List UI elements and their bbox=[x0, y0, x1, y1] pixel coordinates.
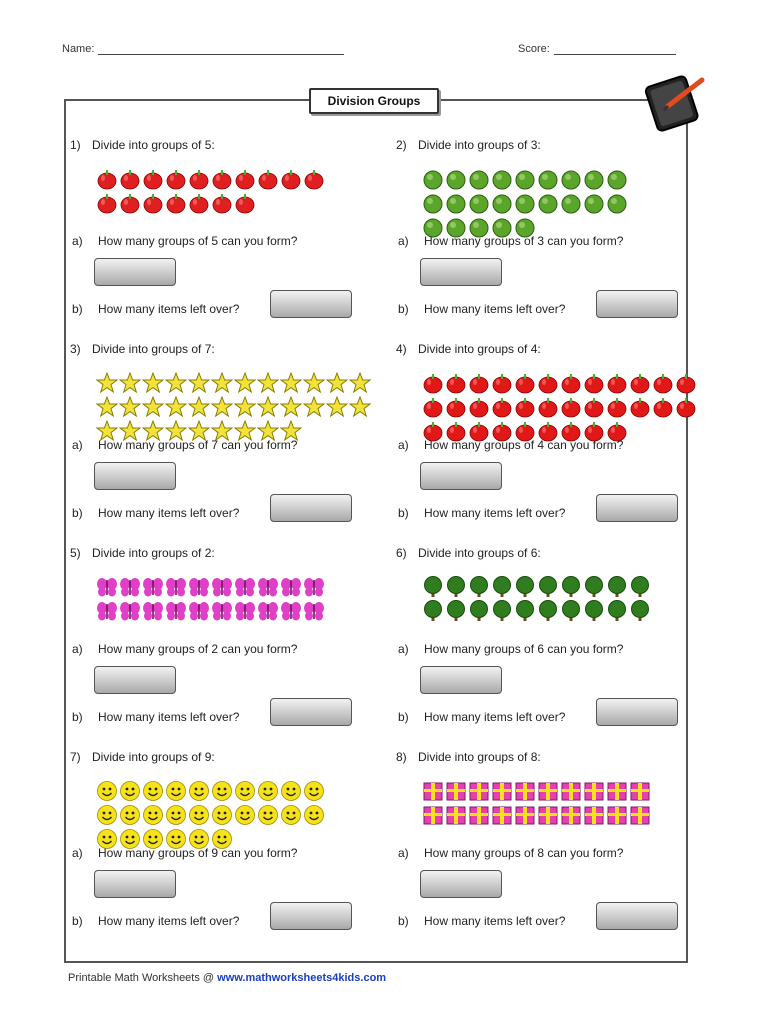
gift-icon bbox=[537, 780, 559, 802]
question-1 bbox=[70, 138, 370, 342]
gift-icon bbox=[606, 804, 628, 826]
green-apple-icon bbox=[560, 192, 582, 214]
tomato-icon bbox=[652, 396, 674, 418]
green-apple-icon bbox=[491, 192, 513, 214]
smiley-icon bbox=[280, 780, 302, 802]
part-b-label: b) bbox=[72, 914, 83, 928]
butterfly-icon bbox=[211, 576, 233, 598]
apple-icon bbox=[234, 192, 256, 214]
tomato-icon bbox=[629, 372, 651, 394]
question-number: 6) bbox=[396, 546, 407, 560]
star-icon bbox=[188, 372, 210, 394]
item-group bbox=[96, 576, 366, 624]
tomato-icon bbox=[537, 396, 559, 418]
green-apple-icon bbox=[445, 168, 467, 190]
question-4 bbox=[396, 342, 696, 546]
star-icon bbox=[96, 372, 118, 394]
question-6 bbox=[396, 546, 696, 750]
answer-box-groups[interactable] bbox=[420, 258, 502, 286]
item-group bbox=[422, 168, 692, 240]
part-b bbox=[72, 506, 239, 520]
star-icon bbox=[165, 396, 187, 418]
gift-icon bbox=[468, 804, 490, 826]
butterfly-icon bbox=[257, 576, 279, 598]
part-a bbox=[398, 438, 623, 452]
question-number: 2) bbox=[396, 138, 407, 152]
apple-icon bbox=[211, 192, 233, 214]
answer-box-leftover[interactable] bbox=[596, 902, 678, 930]
butterfly-icon bbox=[188, 600, 210, 622]
star-icon bbox=[257, 372, 279, 394]
item-row bbox=[422, 600, 692, 624]
part-a-label: a) bbox=[398, 234, 409, 248]
question-text: Divide into groups of 3: bbox=[418, 138, 541, 152]
footer-link[interactable]: www.mathworksheets4kids.com bbox=[217, 972, 387, 984]
smiley-icon bbox=[257, 804, 279, 826]
green-apple-icon bbox=[560, 168, 582, 190]
green-apple-icon bbox=[491, 168, 513, 190]
part-b bbox=[398, 710, 565, 724]
item-row bbox=[422, 804, 692, 828]
smiley-icon bbox=[96, 804, 118, 826]
green-apple-icon bbox=[606, 192, 628, 214]
green-apple-icon bbox=[583, 168, 605, 190]
part-a-label: a) bbox=[398, 438, 409, 452]
tree-icon bbox=[560, 576, 582, 598]
smiley-icon bbox=[96, 780, 118, 802]
apple-icon bbox=[280, 168, 302, 190]
star-icon bbox=[280, 396, 302, 418]
question-8 bbox=[396, 750, 696, 954]
gift-icon bbox=[560, 780, 582, 802]
tomato-icon bbox=[468, 372, 490, 394]
butterfly-icon bbox=[165, 600, 187, 622]
question-number: 5) bbox=[70, 546, 81, 560]
item-row bbox=[96, 576, 366, 600]
star-icon bbox=[303, 372, 325, 394]
part-b-label: b) bbox=[398, 710, 409, 724]
gift-icon bbox=[514, 780, 536, 802]
part-b-question: How many items left over? bbox=[98, 710, 240, 724]
item-row bbox=[96, 780, 366, 804]
question-prompt bbox=[70, 138, 215, 152]
part-b-question: How many items left over? bbox=[424, 914, 566, 928]
item-group bbox=[422, 780, 692, 828]
gift-icon bbox=[445, 780, 467, 802]
smiley-icon bbox=[165, 804, 187, 826]
tomato-icon bbox=[560, 372, 582, 394]
question-text: Divide into groups of 6: bbox=[418, 546, 541, 560]
gift-icon bbox=[583, 780, 605, 802]
smiley-icon bbox=[257, 780, 279, 802]
question-prompt bbox=[396, 342, 541, 356]
star-icon bbox=[142, 396, 164, 418]
tree-icon bbox=[514, 600, 536, 622]
apple-icon bbox=[165, 192, 187, 214]
tree-icon bbox=[491, 576, 513, 598]
green-apple-icon bbox=[514, 168, 536, 190]
item-row bbox=[422, 576, 692, 600]
smiley-icon bbox=[234, 780, 256, 802]
footer-text: Printable Math Worksheets @ bbox=[68, 972, 218, 984]
smiley-icon bbox=[211, 780, 233, 802]
butterfly-icon bbox=[303, 600, 325, 622]
item-group bbox=[422, 576, 692, 624]
star-icon bbox=[280, 372, 302, 394]
butterfly-icon bbox=[280, 576, 302, 598]
tomato-icon bbox=[491, 372, 513, 394]
question-text: Divide into groups of 8: bbox=[418, 750, 541, 764]
part-a bbox=[72, 642, 297, 656]
item-row bbox=[96, 804, 366, 828]
tree-icon bbox=[583, 576, 605, 598]
gift-icon bbox=[491, 804, 513, 826]
part-b bbox=[72, 302, 239, 316]
star-icon bbox=[326, 372, 348, 394]
part-a-label: a) bbox=[72, 846, 83, 860]
question-text: Divide into groups of 5: bbox=[92, 138, 215, 152]
answer-box-leftover[interactable] bbox=[596, 494, 678, 522]
name-line[interactable] bbox=[98, 42, 344, 55]
item-row bbox=[422, 780, 692, 804]
part-a-question: How many groups of 6 can you form? bbox=[424, 642, 624, 656]
star-icon bbox=[234, 372, 256, 394]
part-b-question: How many items left over? bbox=[424, 506, 566, 520]
part-b bbox=[398, 506, 565, 520]
question-text: Divide into groups of 9: bbox=[92, 750, 215, 764]
green-apple-icon bbox=[514, 192, 536, 214]
tree-icon bbox=[560, 600, 582, 622]
answer-box-leftover[interactable] bbox=[596, 290, 678, 318]
apple-icon bbox=[165, 168, 187, 190]
question-prompt bbox=[396, 750, 541, 764]
score-line[interactable] bbox=[554, 42, 676, 55]
gift-icon bbox=[468, 780, 490, 802]
part-b bbox=[72, 914, 239, 928]
apple-icon bbox=[188, 192, 210, 214]
gift-icon bbox=[629, 804, 651, 826]
smiley-icon bbox=[142, 804, 164, 826]
tree-icon bbox=[606, 576, 628, 598]
apple-icon bbox=[96, 168, 118, 190]
part-a-question: How many groups of 4 can you form? bbox=[424, 438, 624, 452]
part-b-label: b) bbox=[72, 302, 83, 316]
star-icon bbox=[96, 396, 118, 418]
apple-icon bbox=[142, 192, 164, 214]
item-row bbox=[422, 192, 692, 216]
apple-icon bbox=[119, 168, 141, 190]
worksheet-title: Division Groups bbox=[309, 88, 439, 114]
tomato-icon bbox=[629, 396, 651, 418]
question-prompt bbox=[70, 750, 215, 764]
name-label: Name: bbox=[62, 43, 95, 55]
butterfly-icon bbox=[280, 600, 302, 622]
part-a-question: How many groups of 3 can you form? bbox=[424, 234, 624, 248]
tree-icon bbox=[583, 600, 605, 622]
smiley-icon bbox=[119, 804, 141, 826]
gift-icon bbox=[422, 780, 444, 802]
tree-icon bbox=[537, 600, 559, 622]
answer-box-leftover[interactable] bbox=[270, 494, 352, 522]
apple-icon bbox=[188, 168, 210, 190]
part-b-label: b) bbox=[72, 710, 83, 724]
answer-box-leftover[interactable] bbox=[270, 290, 352, 318]
smiley-icon bbox=[188, 780, 210, 802]
star-icon bbox=[211, 372, 233, 394]
question-text: Divide into groups of 4: bbox=[418, 342, 541, 356]
tomato-icon bbox=[491, 396, 513, 418]
star-icon bbox=[257, 396, 279, 418]
butterfly-icon bbox=[119, 600, 141, 622]
part-a-label: a) bbox=[72, 642, 83, 656]
star-icon bbox=[188, 396, 210, 418]
star-icon bbox=[349, 372, 371, 394]
apple-icon bbox=[303, 168, 325, 190]
star-icon bbox=[349, 396, 371, 418]
butterfly-icon bbox=[96, 576, 118, 598]
apple-icon bbox=[119, 192, 141, 214]
green-apple-icon bbox=[583, 192, 605, 214]
smiley-icon bbox=[303, 804, 325, 826]
butterfly-icon bbox=[211, 600, 233, 622]
gift-icon bbox=[514, 804, 536, 826]
part-a-label: a) bbox=[72, 438, 83, 452]
star-icon bbox=[165, 372, 187, 394]
smiley-icon bbox=[188, 804, 210, 826]
answer-box-groups[interactable] bbox=[94, 870, 176, 898]
tomato-icon bbox=[606, 396, 628, 418]
answer-box-groups[interactable] bbox=[94, 258, 176, 286]
score-field bbox=[518, 42, 676, 55]
tree-icon bbox=[491, 600, 513, 622]
tomato-icon bbox=[583, 372, 605, 394]
tablet-pencil-icon bbox=[638, 66, 708, 136]
tomato-icon bbox=[560, 396, 582, 418]
gift-icon bbox=[560, 804, 582, 826]
star-icon bbox=[303, 396, 325, 418]
answer-box-leftover[interactable] bbox=[270, 902, 352, 930]
question-5 bbox=[70, 546, 370, 750]
score-label: Score: bbox=[518, 43, 550, 55]
answer-box-groups[interactable] bbox=[94, 462, 176, 490]
part-b bbox=[72, 710, 239, 724]
part-a-question: How many groups of 5 can you form? bbox=[98, 234, 298, 248]
part-a-label: a) bbox=[398, 846, 409, 860]
part-a-label: a) bbox=[398, 642, 409, 656]
answer-box-groups[interactable] bbox=[420, 666, 502, 694]
gift-icon bbox=[606, 780, 628, 802]
part-b-label: b) bbox=[398, 302, 409, 316]
butterfly-icon bbox=[142, 600, 164, 622]
part-a bbox=[72, 438, 297, 452]
tomato-icon bbox=[445, 372, 467, 394]
question-number: 7) bbox=[70, 750, 81, 764]
green-apple-icon bbox=[468, 168, 490, 190]
green-apple-icon bbox=[606, 168, 628, 190]
butterfly-icon bbox=[142, 576, 164, 598]
question-number: 8) bbox=[396, 750, 407, 764]
gift-icon bbox=[583, 804, 605, 826]
item-row bbox=[96, 192, 366, 216]
tree-icon bbox=[445, 576, 467, 598]
item-row bbox=[422, 372, 692, 396]
smiley-icon bbox=[303, 780, 325, 802]
butterfly-icon bbox=[96, 600, 118, 622]
part-b-question: How many items left over? bbox=[424, 302, 566, 316]
apple-icon bbox=[211, 168, 233, 190]
answer-box-groups[interactable] bbox=[420, 462, 502, 490]
part-b-label: b) bbox=[398, 506, 409, 520]
answer-box-leftover[interactable] bbox=[270, 698, 352, 726]
item-row bbox=[422, 396, 692, 420]
tree-icon bbox=[468, 576, 490, 598]
green-apple-icon bbox=[468, 192, 490, 214]
item-row bbox=[96, 396, 366, 420]
gift-icon bbox=[537, 804, 559, 826]
answer-box-groups[interactable] bbox=[94, 666, 176, 694]
apple-icon bbox=[257, 168, 279, 190]
tree-icon bbox=[606, 600, 628, 622]
green-apple-icon bbox=[537, 192, 559, 214]
part-a bbox=[398, 234, 623, 248]
item-row bbox=[96, 168, 366, 192]
apple-icon bbox=[96, 192, 118, 214]
butterfly-icon bbox=[234, 576, 256, 598]
tomato-icon bbox=[514, 372, 536, 394]
tomato-icon bbox=[422, 372, 444, 394]
footer bbox=[68, 972, 386, 984]
green-apple-icon bbox=[445, 192, 467, 214]
question-7 bbox=[70, 750, 370, 954]
green-apple-icon bbox=[422, 192, 444, 214]
item-group bbox=[96, 780, 366, 852]
part-b-question: How many items left over? bbox=[424, 710, 566, 724]
tomato-icon bbox=[583, 396, 605, 418]
item-row bbox=[96, 600, 366, 624]
tree-icon bbox=[629, 600, 651, 622]
part-a bbox=[72, 846, 297, 860]
tomato-icon bbox=[422, 396, 444, 418]
gift-icon bbox=[629, 780, 651, 802]
part-b bbox=[398, 302, 565, 316]
butterfly-icon bbox=[257, 600, 279, 622]
smiley-icon bbox=[211, 804, 233, 826]
smiley-icon bbox=[142, 780, 164, 802]
question-text: Divide into groups of 2: bbox=[92, 546, 215, 560]
question-number: 1) bbox=[70, 138, 81, 152]
tomato-icon bbox=[445, 396, 467, 418]
tomato-icon bbox=[514, 396, 536, 418]
star-icon bbox=[234, 396, 256, 418]
star-icon bbox=[142, 372, 164, 394]
tomato-icon bbox=[606, 372, 628, 394]
question-text: Divide into groups of 7: bbox=[92, 342, 215, 356]
gift-icon bbox=[491, 780, 513, 802]
smiley-icon bbox=[119, 780, 141, 802]
item-group bbox=[96, 372, 366, 444]
item-group bbox=[422, 372, 692, 444]
tree-icon bbox=[468, 600, 490, 622]
tree-icon bbox=[537, 576, 559, 598]
item-row bbox=[96, 372, 366, 396]
name-field bbox=[62, 42, 344, 55]
smiley-icon bbox=[165, 780, 187, 802]
tree-icon bbox=[629, 576, 651, 598]
butterfly-icon bbox=[234, 600, 256, 622]
answer-box-groups[interactable] bbox=[420, 870, 502, 898]
smiley-icon bbox=[280, 804, 302, 826]
question-prompt bbox=[396, 546, 541, 560]
butterfly-icon bbox=[165, 576, 187, 598]
tomato-icon bbox=[468, 396, 490, 418]
part-b-question: How many items left over? bbox=[98, 914, 240, 928]
answer-box-leftover[interactable] bbox=[596, 698, 678, 726]
question-prompt bbox=[70, 342, 215, 356]
tree-icon bbox=[422, 576, 444, 598]
question-prompt bbox=[70, 546, 215, 560]
star-icon bbox=[211, 396, 233, 418]
star-icon bbox=[119, 396, 141, 418]
part-a-question: How many groups of 2 can you form? bbox=[98, 642, 298, 656]
part-a bbox=[398, 846, 623, 860]
question-3 bbox=[70, 342, 370, 546]
tree-icon bbox=[422, 600, 444, 622]
apple-icon bbox=[234, 168, 256, 190]
part-b-question: How many items left over? bbox=[98, 302, 240, 316]
butterfly-icon bbox=[119, 576, 141, 598]
part-b-question: How many items left over? bbox=[98, 506, 240, 520]
smiley-icon bbox=[234, 804, 256, 826]
item-group bbox=[96, 168, 366, 216]
tomato-icon bbox=[537, 372, 559, 394]
gift-icon bbox=[422, 804, 444, 826]
green-apple-icon bbox=[422, 168, 444, 190]
tomato-icon bbox=[652, 372, 674, 394]
question-number: 4) bbox=[396, 342, 407, 356]
gift-icon bbox=[445, 804, 467, 826]
tree-icon bbox=[445, 600, 467, 622]
tomato-icon bbox=[675, 372, 697, 394]
apple-icon bbox=[142, 168, 164, 190]
tomato-icon bbox=[675, 396, 697, 418]
part-a-question: How many groups of 7 can you form? bbox=[98, 438, 298, 452]
part-b-label: b) bbox=[72, 506, 83, 520]
part-a bbox=[72, 234, 297, 248]
part-a-question: How many groups of 9 can you form? bbox=[98, 846, 298, 860]
item-row bbox=[422, 168, 692, 192]
tree-icon bbox=[514, 576, 536, 598]
butterfly-icon bbox=[188, 576, 210, 598]
butterfly-icon bbox=[303, 576, 325, 598]
part-b bbox=[398, 914, 565, 928]
star-icon bbox=[119, 372, 141, 394]
green-apple-icon bbox=[537, 168, 559, 190]
star-icon bbox=[326, 396, 348, 418]
question-2 bbox=[396, 138, 696, 342]
part-a-question: How many groups of 8 can you form? bbox=[424, 846, 624, 860]
part-a bbox=[398, 642, 623, 656]
part-b-label: b) bbox=[398, 914, 409, 928]
part-a-label: a) bbox=[72, 234, 83, 248]
question-number: 3) bbox=[70, 342, 81, 356]
question-prompt bbox=[396, 138, 541, 152]
